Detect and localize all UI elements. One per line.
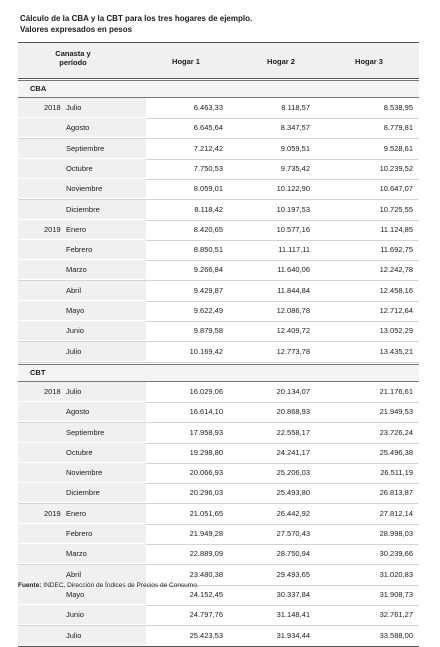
table-row <box>18 301 419 322</box>
month-cell: Junio <box>66 610 84 620</box>
hogar-1-cell: 21.051,65 <box>189 508 223 518</box>
table-header <box>18 43 419 79</box>
month-cell: Enero <box>66 224 87 234</box>
source-label: Fuente: <box>18 582 42 589</box>
month-cell: Marzo <box>66 549 87 559</box>
hogar-3-cell: 9.528,61 <box>383 143 413 153</box>
hogar-3-cell: 32.761,27 <box>379 610 413 620</box>
hogar-1-cell: 17.958,93 <box>189 427 223 437</box>
hogar-1-cell: 20.296,03 <box>189 488 223 498</box>
month-cell: Noviembre <box>66 468 103 478</box>
hogar-2-cell: 10.122,90 <box>276 184 310 194</box>
month-cell: Octubre <box>66 447 93 457</box>
month-cell: Diciembre <box>66 488 100 498</box>
header-period-line1: Canasta y <box>55 49 91 58</box>
hogar-2-cell: 11.117,11 <box>278 245 310 255</box>
section-header <box>18 364 419 382</box>
table-row <box>18 220 419 241</box>
hogar-3-cell: 12.712,64 <box>379 306 413 315</box>
hogar-3-cell: 33.588,00 <box>379 630 413 640</box>
hogar-2-cell: 31.934,44 <box>276 630 310 640</box>
table-row <box>18 524 419 545</box>
month-cell: Diciembre <box>66 204 100 214</box>
month-cell: Julio <box>66 386 82 396</box>
period-cell <box>18 565 146 584</box>
table-row <box>18 200 419 221</box>
section-label: CBT <box>30 367 46 377</box>
hogar-3-cell: 13.435,21 <box>379 346 413 356</box>
period-cell <box>18 281 146 300</box>
hogar-3-cell: 10.647,07 <box>379 184 413 194</box>
table-title: Cálculo de la CBA y la CBT para los tres hogares de ejemplo. <box>20 14 253 23</box>
hogar-1-cell: 21.949,28 <box>189 529 223 538</box>
hogar-1-cell: 16.029,06 <box>189 386 223 396</box>
hogar-2-cell: 8.118,57 <box>281 103 310 112</box>
hogar-1-cell: 22.889,09 <box>189 549 223 559</box>
month-cell: Julio <box>66 103 82 112</box>
hogar-1-cell: 9.622,49 <box>193 306 223 315</box>
table-row <box>18 504 419 525</box>
source-text: INDEC, Dirección de Índices de Precios de Consumo. <box>41 582 199 589</box>
year-cell: 2019 <box>44 224 61 234</box>
month-cell: Julio <box>66 346 82 356</box>
hogar-2-cell: 27.570,43 <box>276 529 310 538</box>
hogar-3-cell: 11.692,75 <box>380 245 413 255</box>
hogar-3-cell: 31.908,73 <box>379 589 413 599</box>
hogar-1-cell: 8.059,01 <box>193 184 223 194</box>
table-source <box>18 582 199 589</box>
month-cell: Noviembre <box>66 184 103 194</box>
hogar-3-cell: 25.496,38 <box>379 447 413 457</box>
hogar-3-cell: 10.239,52 <box>379 163 413 173</box>
month-cell: Septiembre <box>66 427 105 437</box>
hogar-1-cell: 10.169,42 <box>189 346 223 356</box>
month-cell: Agosto <box>66 123 90 133</box>
table-row <box>18 483 419 504</box>
month-cell: Agosto <box>66 407 90 417</box>
table-row <box>18 382 419 403</box>
month-cell: Junio <box>66 326 84 336</box>
hogar-1-cell: 6.645,64 <box>193 123 223 133</box>
table-row <box>18 544 419 565</box>
month-cell: Enero <box>66 508 87 518</box>
table-row <box>18 139 419 160</box>
hogar-3-cell: 26.813,87 <box>379 488 413 498</box>
period-cell <box>18 98 146 117</box>
hogar-3-cell: 13.052,29 <box>379 326 413 336</box>
hogar-3-cell: 23.726,24 <box>379 427 413 437</box>
header-hogar-3: Hogar 3 <box>355 57 383 66</box>
month-cell: Abril <box>66 569 82 579</box>
header-hogar-2: Hogar 2 <box>267 57 295 66</box>
table-row <box>18 605 419 626</box>
period-cell <box>18 342 146 361</box>
hogar-2-cell: 29.493,65 <box>276 569 310 579</box>
month-cell: Marzo <box>66 265 87 275</box>
hogar-1-cell: 9.429,87 <box>193 285 223 295</box>
hogar-1-cell: 8.850,51 <box>193 245 223 255</box>
hogar-2-cell: 12.086,78 <box>276 306 310 315</box>
table-row <box>18 260 419 281</box>
table-row <box>18 342 419 363</box>
year-cell: 2018 <box>44 103 61 112</box>
month-cell: Julio <box>66 630 82 640</box>
table-row <box>18 179 419 200</box>
hogar-1-cell: 7.750,53 <box>193 163 223 173</box>
hogar-3-cell: 8.779,81 <box>383 123 413 133</box>
period-cell <box>18 626 146 645</box>
year-cell: 2018 <box>44 386 61 396</box>
hogar-1-cell: 23.480,38 <box>189 569 223 579</box>
hogar-3-cell: 27.812,14 <box>379 508 413 518</box>
table-row <box>18 281 419 302</box>
hogar-2-cell: 30.337,84 <box>276 589 310 599</box>
year-cell: 2019 <box>44 508 61 518</box>
hogar-1-cell: 24.797,76 <box>189 610 223 620</box>
hogar-3-cell: 31.020,83 <box>379 569 413 579</box>
hogar-3-cell: 11.124,85 <box>380 224 413 234</box>
table-row <box>18 118 419 139</box>
table-row <box>18 240 419 261</box>
hogar-3-cell: 21.176,61 <box>379 386 413 396</box>
table-row <box>18 463 419 484</box>
section-label: CBA <box>30 84 47 93</box>
hogar-2-cell: 12.773,78 <box>276 346 310 356</box>
hogar-1-cell: 9.266,84 <box>193 265 223 275</box>
hogar-2-cell: 12.409,72 <box>276 326 310 336</box>
hogar-2-cell: 24.241,17 <box>276 447 310 457</box>
header-period <box>48 49 98 67</box>
hogar-2-cell: 11.844,84 <box>277 285 310 295</box>
hogar-2-cell: 8.347,57 <box>280 123 310 133</box>
hogar-2-cell: 25.493,80 <box>276 488 310 498</box>
hogar-3-cell: 8.538,95 <box>383 103 413 112</box>
hogar-1-cell: 16.614,10 <box>189 407 223 417</box>
month-cell: Febrero <box>66 245 93 255</box>
table-row <box>18 402 419 423</box>
hogar-2-cell: 9.059,51 <box>280 143 310 153</box>
hogar-1-cell: 25.423,53 <box>189 630 223 640</box>
hogar-2-cell: 10.197,53 <box>276 204 310 214</box>
table-row <box>18 159 419 180</box>
hogar-2-cell: 26.442,92 <box>276 508 310 518</box>
hogar-1-cell: 8.118,42 <box>194 204 223 214</box>
hogar-1-cell: 19.298,80 <box>189 447 223 457</box>
month-cell: Abril <box>66 285 82 295</box>
hogar-3-cell: 12.458,16 <box>379 285 413 295</box>
hogar-2-cell: 25.206,03 <box>276 468 310 478</box>
table-row <box>18 443 419 464</box>
hogar-1-cell: 24.152,45 <box>189 589 223 599</box>
hogar-1-cell: 8.420,65 <box>193 224 223 234</box>
hogar-3-cell: 12.242,78 <box>379 265 413 275</box>
hogar-2-cell: 20.868,93 <box>276 407 310 417</box>
hogar-2-cell: 22.558,17 <box>276 427 310 437</box>
hogar-2-cell: 20.134,07 <box>276 386 310 396</box>
table-row <box>18 626 419 647</box>
hogar-1-cell: 9.879,58 <box>193 326 223 336</box>
hogar-2-cell: 11.640,06 <box>277 265 310 275</box>
month-cell: Mayo <box>66 589 85 599</box>
hogar-1-cell: 7.212,42 <box>193 143 223 153</box>
section-header <box>18 80 419 98</box>
hogar-2-cell: 31.148,41 <box>276 610 310 620</box>
table-row <box>18 98 419 119</box>
header-hogar-1: Hogar 1 <box>172 57 200 66</box>
table-subtitle: Valores expresados en pesos <box>20 25 133 34</box>
hogar-3-cell: 26.511,19 <box>380 468 413 478</box>
hogar-1-cell: 20.066,93 <box>189 468 223 478</box>
header-period-line2: período <box>59 58 87 67</box>
month-cell: Octubre <box>66 163 93 173</box>
hogar-2-cell: 9.735,42 <box>280 163 310 173</box>
month-cell: Septiembre <box>66 143 105 153</box>
hogar-3-cell: 28.998,03 <box>379 529 413 538</box>
hogar-1-cell: 6.463,33 <box>193 103 223 112</box>
table-row <box>18 423 419 444</box>
table-row <box>18 321 419 342</box>
hogar-2-cell: 28.750,94 <box>276 549 310 559</box>
month-cell: Febrero <box>66 529 93 538</box>
hogar-3-cell: 10.725,55 <box>379 204 413 214</box>
hogar-2-cell: 10.577,16 <box>276 224 310 234</box>
hogar-3-cell: 21.949,53 <box>379 407 413 417</box>
hogar-3-cell: 30.239,66 <box>379 549 413 559</box>
month-cell: Mayo <box>66 306 85 315</box>
period-cell <box>18 382 146 401</box>
